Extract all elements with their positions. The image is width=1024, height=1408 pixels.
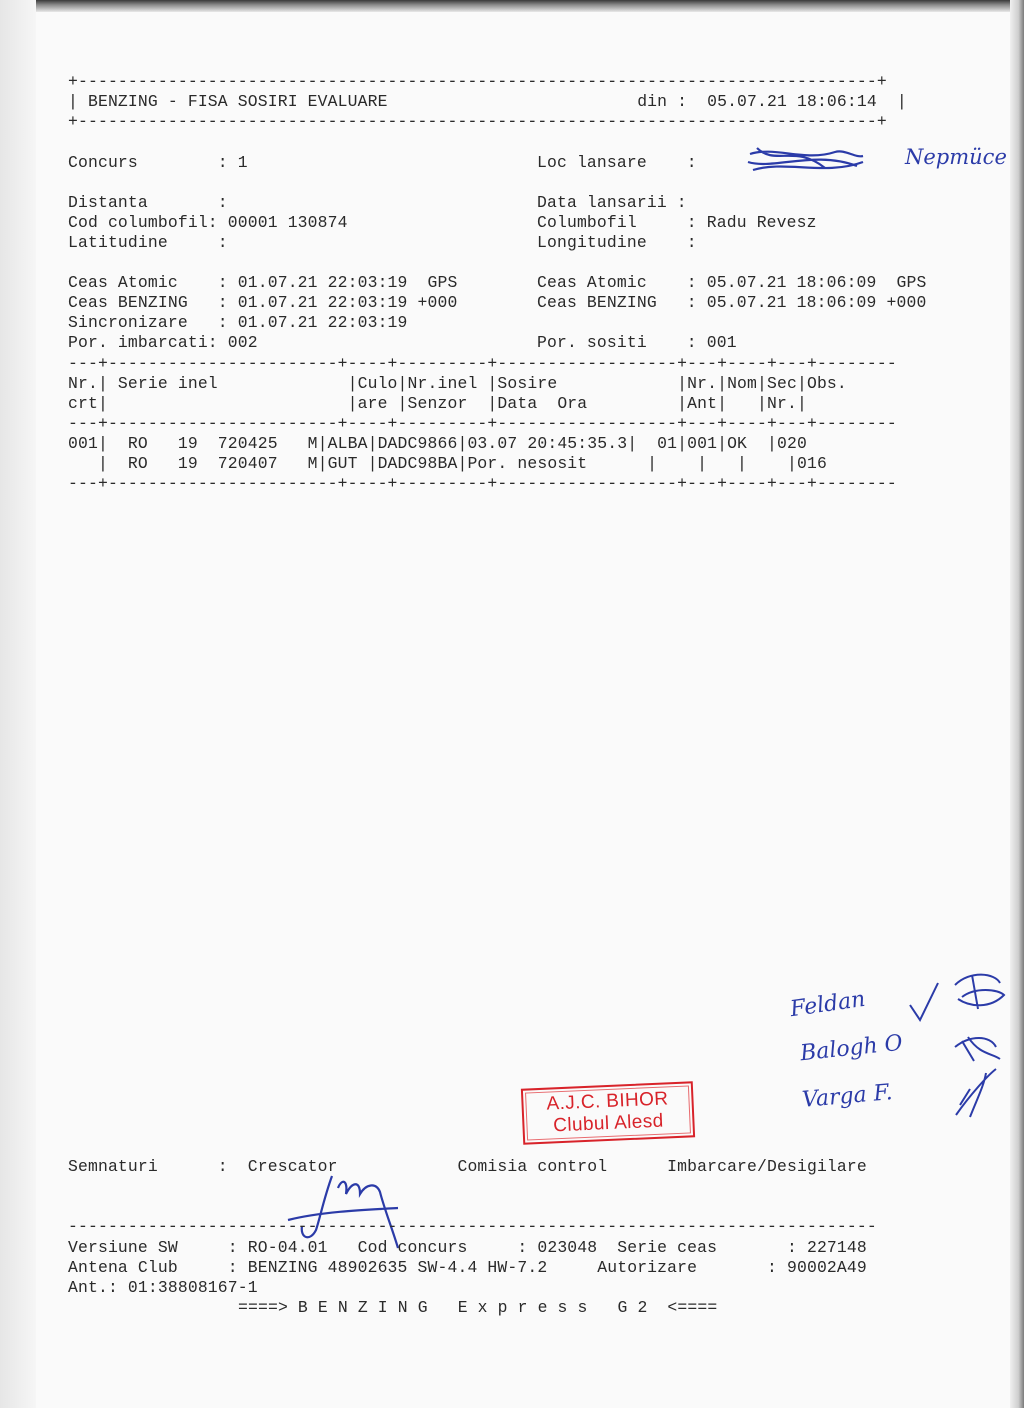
info-ceas-benzing-end: Ceas BENZING : 05.07.21 18:06:09 +000 xyxy=(537,293,927,312)
scan-edge-right xyxy=(1010,0,1024,1408)
info-por-sositi: Por. sositi : 001 xyxy=(537,333,737,352)
table-row: | RO 19 720407 M|GUT |DADC98BA|Por. nesosit | | | |016 xyxy=(68,454,827,473)
scan-edge-left xyxy=(0,0,36,1408)
footer-ant-line: Ant.: 01:38808167-1 xyxy=(68,1278,258,1297)
info-longitudine: Longitudine : xyxy=(537,233,697,252)
scan-edge-top xyxy=(0,0,1024,12)
table-rule-bottom: ---+-----------------------+----+---------+------------------+---+----+---+-------- xyxy=(68,474,897,493)
table-header-row-1: Nr.| Serie inel |Culo|Nr.inel |Sosire |Nr.|Nom|Sec|Obs. xyxy=(68,374,847,393)
info-por-imbarcati: Por. imbarcati: 002 xyxy=(68,333,258,352)
info-concurs: Concurs : 1 xyxy=(68,153,248,172)
stamp-line-1: A.J.C. BIHOR xyxy=(546,1088,669,1115)
commission-signature-marks xyxy=(900,965,1010,1135)
table-rule-mid: ---+-----------------------+----+---------+------------------+---+----+---+-------- xyxy=(68,414,897,433)
info-ceas-benzing-start: Ceas BENZING : 01.07.21 22:03:19 +000 xyxy=(68,293,458,312)
handwritten-location: Nepmüce xyxy=(905,145,1007,169)
commission-name-3: Varga F. xyxy=(801,1080,894,1113)
info-loc-lansare: Loc lansare : xyxy=(537,153,697,172)
location-scribble xyxy=(745,140,865,190)
header-top-rule: +--------------------------------------------------------------------------------+ xyxy=(68,72,887,91)
club-stamp xyxy=(521,1081,695,1144)
info-data-lansarii: Data lansarii : xyxy=(537,193,687,212)
table-rule-top: ---+-----------------------+----+---------+------------------+---+----+---+-------- xyxy=(68,354,897,373)
info-latitudine: Latitudine : xyxy=(68,233,228,252)
commission-name-2: Balogh O xyxy=(798,1030,904,1067)
info-columbofil: Columbofil : Radu Revesz xyxy=(537,213,817,232)
info-sincronizare: Sincronizare : 01.07.21 22:03:19 xyxy=(68,313,408,332)
info-distanta: Distanta : xyxy=(68,193,228,212)
info-cod-columbofil: Cod columbofil: 00001 130874 xyxy=(68,213,348,232)
info-ceas-atomic-start: Ceas Atomic : 01.07.21 22:03:19 GPS xyxy=(68,273,458,292)
info-ceas-atomic-end: Ceas Atomic : 05.07.21 18:06:09 GPS xyxy=(537,273,927,292)
table-header-row-2: crt| |are |Senzor |Data Ora |Ant| |Nr.| xyxy=(68,394,807,413)
footer-rule: --------------------------------------------------------------------------------- xyxy=(68,1217,877,1236)
stamp-line-2: Clubul Alesd xyxy=(552,1110,665,1137)
footer-version-line: Versiune SW : RO-04.01 Cod concurs : 023048 Serie ceas : 227148 xyxy=(68,1238,867,1257)
footer-antenna-line: Antena Club : BENZING 48902635 SW-4.4 HW-7.2 Autorizare : 90002A49 xyxy=(68,1258,867,1277)
table-row: 001| RO 19 720425 M|ALBA|DADC9866|03.07 20:45:35.3| 01|001|OK |020 xyxy=(68,434,807,453)
commission-name-1: Feldan xyxy=(788,986,867,1023)
signatures-line: Semnaturi : Crescator Comisia control Imbarcare/Desigilare xyxy=(68,1157,867,1176)
footer-express-banner: ====> B E N Z I N G E x p r e s s G 2 <==== xyxy=(238,1298,718,1317)
header-title-line: | BENZING - FISA SOSIRI EVALUARE din : 05.07.21 18:06:14 | xyxy=(68,92,907,111)
header-bottom-rule: +--------------------------------------------------------------------------------+ xyxy=(68,112,887,131)
